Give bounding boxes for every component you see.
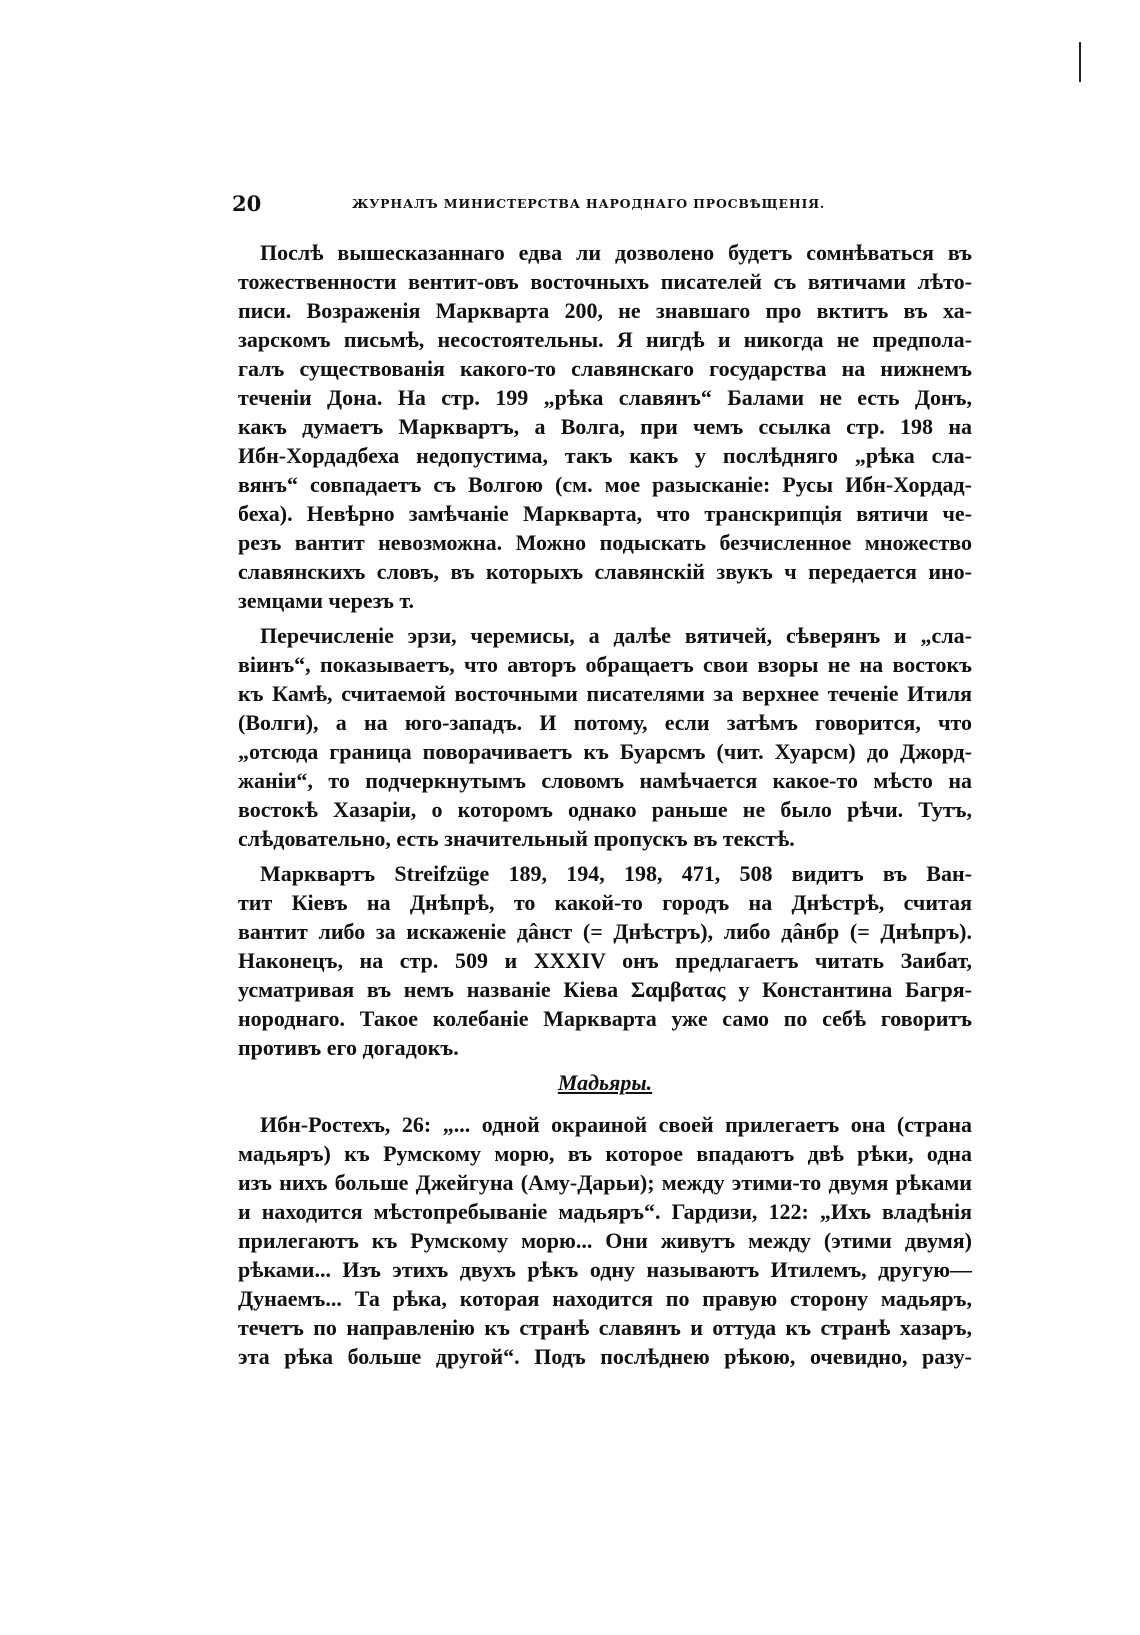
text-line: усматривая въ немъ названіе Кіева Σαμβατας у Константина Багря- xyxy=(238,977,972,1002)
text-line: віинъ“, показываетъ, что авторъ обращаетъ свои взоры не на востокъ xyxy=(238,652,972,677)
text-line: жаніи“, то подчеркнутымъ словомъ намѣчается какое-то мѣсто на xyxy=(238,768,972,793)
text-line: славянскихъ словъ, въ которыхъ славянскій звукъ ч передается ино- xyxy=(238,559,972,584)
section-title: Мадьяры. xyxy=(557,1070,653,1095)
text-line: какъ думаетъ Марквартъ, а Волга, при чемъ ссылка стр. 198 на xyxy=(238,414,972,439)
text-line: прилегаютъ къ Румскому морю... Они живутъ между (этими двумя) xyxy=(238,1228,972,1253)
text-line: теченіи Дона. На стр. 199 „рѣка славянъ“ Балами не есть Донъ, xyxy=(238,385,972,410)
page-header xyxy=(232,191,912,215)
paragraph-1 xyxy=(238,238,972,615)
text-line: беха). Невѣрно замѣчаніе Маркварта, что транскрипція вятичи че- xyxy=(238,501,972,526)
text-line: галъ существованія какого-то славянскаго государства на нижнемъ xyxy=(238,356,972,381)
text-line: зарскомъ письмѣ, несостоятельны. Я нигдѣ и никогда не предпола- xyxy=(238,327,972,352)
text-line: вантит либо за искаженіе дâнст (= Днѣстръ), либо дâнбр (= Днѣпръ). xyxy=(238,919,972,944)
text-line: земцами черезъ т. xyxy=(238,588,415,613)
main-text xyxy=(238,238,972,1371)
text-line: тожественности вентит-овъ восточныхъ писателей съ вятичами лѣто- xyxy=(238,269,972,294)
text-line: нороднаго. Такое колебаніе Маркварта уже само по себѣ говоритъ xyxy=(238,1006,972,1031)
scan-edge-mark xyxy=(1079,42,1081,82)
text-line: „отсюда граница поворачиваетъ къ Буарсмъ (чит. Хуарсм) до Джорд- xyxy=(238,739,972,764)
running-head: ЖУРНАЛЪ МИНИСТЕРСТВА НАРОДНАГО ПРОСВѢЩЕНІЯ. xyxy=(352,196,826,211)
text-line: течетъ по направленію къ странѣ славянъ и оттуда къ странѣ хазаръ, xyxy=(238,1315,972,1340)
text-line: вянъ“ совпадаетъ съ Волгою (см. мое разысканіе: Русы Ибн-Хордад- xyxy=(238,472,972,497)
section-paragraph xyxy=(238,1110,972,1371)
text-line: востокѣ Хазаріи, о которомъ однако раньше не было рѣчи. Тутъ, xyxy=(238,797,972,822)
text-line: Дунаемъ... Та рѣка, которая находится по правую сторону мадьяръ, xyxy=(238,1286,972,1311)
text-line: Ибн-Ростехъ, 26: „... одной окраиной своей прилегаетъ она (страна xyxy=(260,1112,972,1137)
text-line: рѣками... Изъ этихъ двухъ рѣкъ одну называютъ Итилемъ, другую— xyxy=(238,1257,972,1282)
text-line: и находится мѣстопребываніе мадьяръ“. Гардизи, 122: „Ихъ владѣнія xyxy=(238,1199,972,1224)
page-number: 20 xyxy=(232,191,262,216)
paragraph-3 xyxy=(238,859,972,1062)
text-line: Наконецъ, на стр. 509 и XXXIV онъ предлагаетъ читать Заибат, xyxy=(238,948,972,973)
text-line: Перечисленіе эрзи, черемисы, а далѣе вятичей, сѣверянъ и „сла- xyxy=(260,623,972,648)
text-line: слѣдовательно, есть значительный пропускъ въ текстѣ. xyxy=(238,826,795,851)
text-line: Послѣ вышесказаннаго едва ли дозволено будетъ сомнѣваться въ xyxy=(260,240,972,265)
text-line: (Волги), а на юго-западъ. И потому, если затѣмъ говорится, что xyxy=(238,710,972,735)
text-line: писи. Возраженія Маркварта 200, не знавшаго про вктитъ въ ха- xyxy=(238,298,972,323)
text-line: тит Кіевъ на Днѣпрѣ, то какой-то городъ на Днѣстрѣ, считая xyxy=(238,890,972,915)
text-line: резъ вантит невозможна. Можно подыскать безчисленное множество xyxy=(238,530,972,555)
text-line: противъ его догадокъ. xyxy=(238,1035,459,1060)
text-line: къ Камѣ, считаемой восточными писателями за верхнее теченіе Итиля xyxy=(238,681,972,706)
text-line: Ибн-Хордадбеха недопустима, такъ какъ у послѣдняго „рѣка сла- xyxy=(238,443,972,468)
text-line: изъ нихъ больше Джейгуна (Аму-Дарьи); между этими-то двумя рѣками xyxy=(238,1170,972,1195)
text-line: эта рѣка больше другой“. Подъ послѣднею рѣкою, очевидно, разу- xyxy=(238,1344,972,1369)
text-line: мадьяръ) къ Румскому морю, въ которое впадаютъ двѣ рѣки, одна xyxy=(238,1141,972,1166)
text-line: Марквартъ Streifzüge 189, 194, 198, 471, 508 видитъ въ Ван- xyxy=(260,861,972,886)
paragraph-2 xyxy=(238,621,972,853)
